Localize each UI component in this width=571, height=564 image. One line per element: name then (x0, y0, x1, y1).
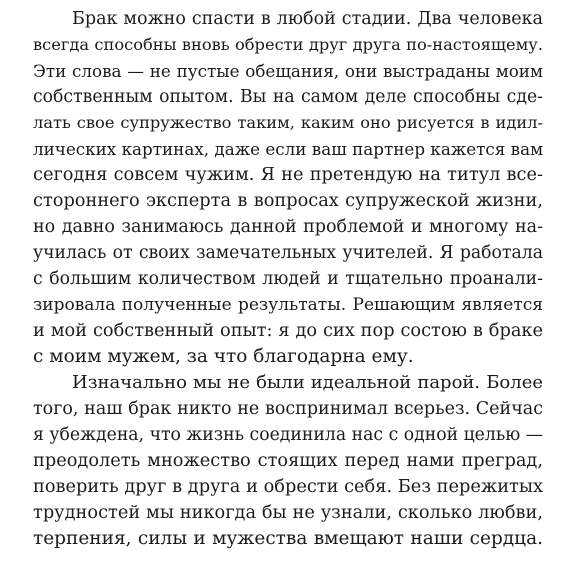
text-line: зировала полученные результаты. Решающим является (33, 295, 543, 315)
text-line: сегодня совсем чужим. Я не претендую на титул все- (33, 165, 543, 185)
text-line: лических картинах, даже если ваш партнер кажется вам (33, 139, 544, 159)
text-line: я убеждена, что жизнь соединила нас с одной целью — (33, 425, 543, 445)
text-line: лать свое супружество таким, каким оно рисуется в идил- (33, 113, 543, 132)
text-line: Эти слова — не пустые обещания, они выстраданы моим (33, 61, 543, 81)
text-line: стороннего эксперта в вопросах супружеской жизни, (33, 191, 543, 211)
text-line: с моим мужем, за что благодарна ему. (33, 346, 414, 367)
text-line: но давно занимаюсь данной проблемой и многому на- (33, 217, 543, 237)
text-line: училась от своих замечательных учителей. Я работала (33, 243, 543, 263)
text-line: терпения, силы и мужества вмещают наши сердца. (33, 528, 543, 549)
text-line: с большим количеством людей и тщательно проанали- (33, 269, 543, 289)
text-line: трудностей мы никогда бы не узнали, сколько любви, (33, 503, 543, 523)
text-line: всегда способны вновь обрести друг друга по-настоящему. (33, 35, 543, 54)
text-line: того, наш брак никто не воспринимал всерьез. Сейчас (33, 399, 543, 419)
text-line: собственным опытом. Вы на самом деле способны сде- (33, 87, 543, 107)
text-line: и мой собственный опыт: я до сих пор состою в браке (33, 321, 543, 341)
text-line: Брак можно спасти в любой стадии. Два человека (72, 9, 543, 29)
text-line: поверить друг в друга и обрести себя. Без пережитых (33, 477, 543, 497)
text-line: преодолеть множество стоящих перед нами преград, (33, 451, 543, 471)
text-line: Изначально мы не были идеальной парой. Более (72, 372, 543, 393)
